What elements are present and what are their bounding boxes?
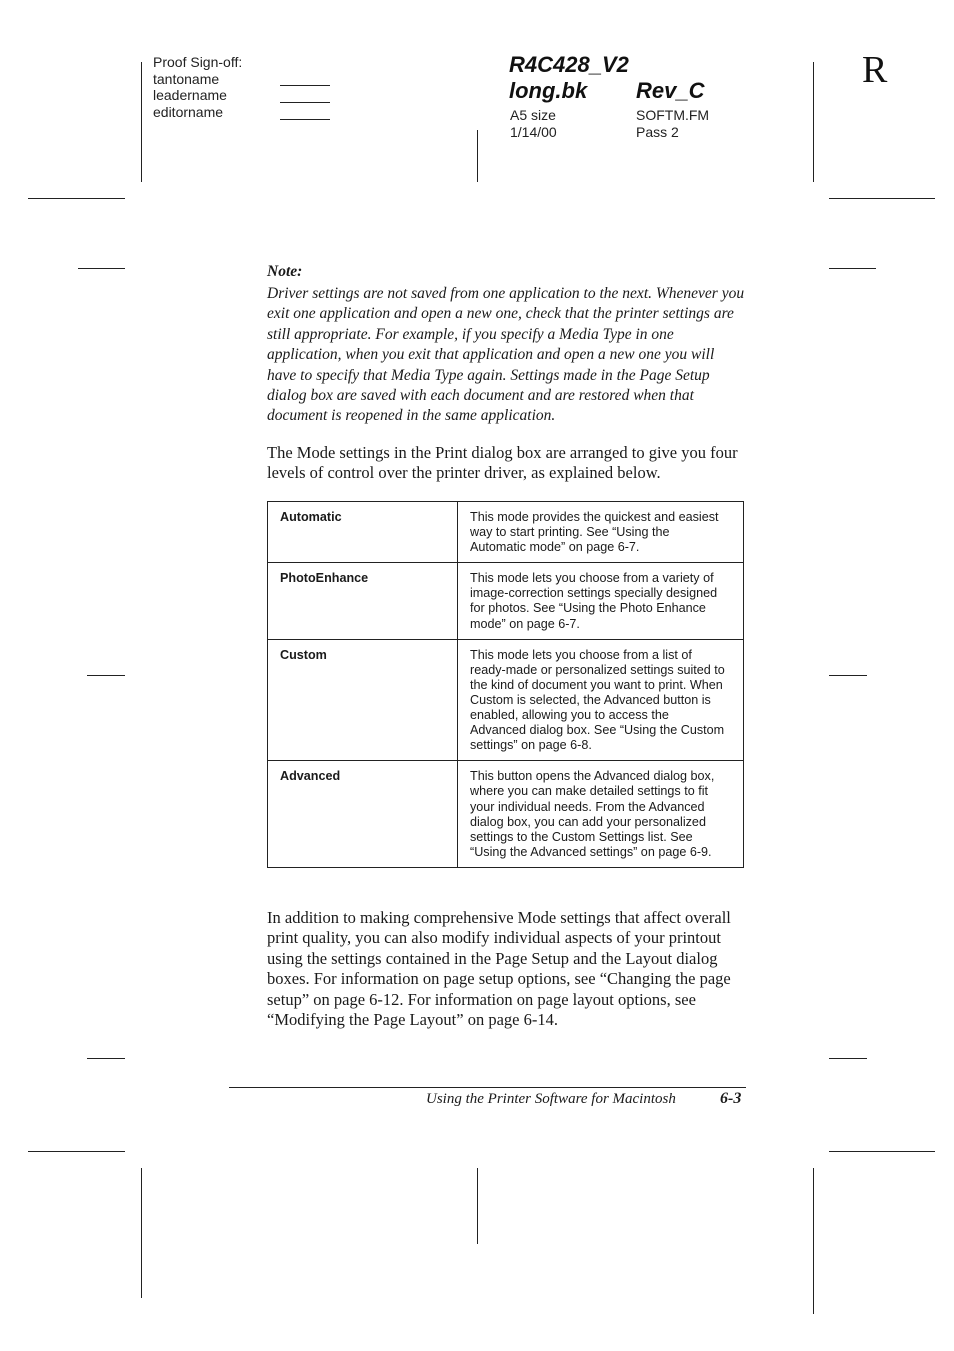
doc-paper-size: A5 size: [510, 107, 556, 123]
crop-mark-top-right-horizontal: [829, 198, 935, 199]
mode-name: Custom: [268, 639, 458, 761]
crop-mark-top-center-vertical: [477, 130, 478, 182]
mode-description: This mode lets you choose from a list of ready-made or personalized settings suited to the kind of document you want to print. When Custom is selected, the Advanced button is enabled, allowing you to access the Advanced dialog box. See “Using the Custom settings” on page 6-8.: [458, 639, 744, 761]
intro-paragraph: The Mode settings in the Print dialog box are arranged to give you four levels of control over the printer driver, as explained below.: [267, 443, 738, 483]
note-text: Driver settings are not saved from one application to the next. Whenever you exit one application and open a new one, check that the printer settings are still appropriate. For example, if you specify a Media Type in one application, when you exit that application and open a new one you will have to specify that Media Type again. Settings made in the Page Setup dialog box are saved with each document and are restored when that document is reopened in the same application.: [267, 285, 745, 425]
doc-id-revision: Rev_C: [636, 78, 705, 103]
proof-signoff-label: Proof Sign-off:: [153, 54, 243, 70]
table-row: [268, 761, 744, 868]
signature-line-tanto: [280, 85, 330, 86]
proof-editor-name: editorname: [153, 103, 224, 120]
margin-mark-left-1: [78, 268, 125, 269]
right-page-mark: R: [862, 49, 888, 91]
crop-mark-bottom-left-horizontal: [28, 1151, 125, 1152]
mode-description: This button opens the Advanced dialog box, where you can make detailed settings to fit your individual needs. From the Advanced dialog box, you can add your personalized settings to the Custom Settings list. See “Using the Advanced settings” on page 6-9.: [458, 761, 744, 868]
margin-mark-right-1: [829, 268, 876, 269]
proof-signoff-block: [153, 54, 242, 120]
mode-name: PhotoEnhance: [268, 563, 458, 639]
table-row: [268, 639, 744, 761]
crop-mark-bottom-center-vertical: [477, 1168, 478, 1244]
margin-mark-left-3: [87, 1058, 125, 1059]
crop-mark-bottom-left-vertical: [141, 1168, 142, 1298]
note-title: Note:: [267, 263, 303, 280]
page-number: 6-3: [720, 1090, 742, 1107]
crop-mark-bottom-right-horizontal: [829, 1151, 935, 1152]
doc-pass: Pass 2: [636, 123, 679, 140]
crop-mark-bottom-right-vertical: [813, 1168, 814, 1314]
mode-name: Automatic: [268, 502, 458, 563]
table-row: [268, 563, 744, 639]
crop-mark-top-left-vertical: [141, 62, 142, 182]
doc-meta-right: [636, 107, 709, 140]
modes-table: [267, 501, 744, 868]
mode-description: This mode lets you choose from a variety of image-correction settings specially designed for photos. See “Using the Photo Enhance mode” on page 6-7.: [458, 563, 744, 639]
footer-rule: [229, 1087, 746, 1088]
table-row: [268, 502, 744, 563]
margin-mark-left-2: [87, 675, 125, 676]
signature-line-editor: [280, 119, 330, 120]
margin-mark-right-2: [829, 675, 867, 676]
proof-leader-name: leadername: [153, 87, 227, 103]
mode-name: Advanced: [268, 761, 458, 868]
closing-paragraph: In addition to making comprehensive Mode settings that affect overall print quality, you can also modify individual aspects of your printout using the settings contained in the Page Setup and the Layout dialog boxes. For information on page setup options, see “Changing the page setup” on page 6-12. For information on page layout options, see “Modifying the Page Layout” on page 6-14.: [267, 908, 731, 1030]
footer-chapter-title: Using the Printer Software for Macintosh: [426, 1091, 676, 1107]
margin-mark-right-3: [829, 1058, 867, 1059]
doc-file-name: SOFTM.FM: [636, 107, 710, 123]
doc-id-book: long.bk: [509, 78, 588, 103]
crop-mark-top-left-horizontal: [28, 198, 125, 199]
mode-description: This mode provides the quickest and easiest way to start printing. See “Using the Automatic mode” on page 6-7.: [458, 502, 744, 563]
crop-mark-top-right-vertical: [813, 62, 814, 182]
doc-date: 1/14/00: [510, 123, 557, 140]
doc-meta-left: [510, 107, 557, 140]
doc-id-line-1: R4C428_V2: [509, 52, 629, 77]
proof-tanto-name: tantoname: [153, 70, 220, 87]
signature-line-leader: [280, 102, 330, 103]
